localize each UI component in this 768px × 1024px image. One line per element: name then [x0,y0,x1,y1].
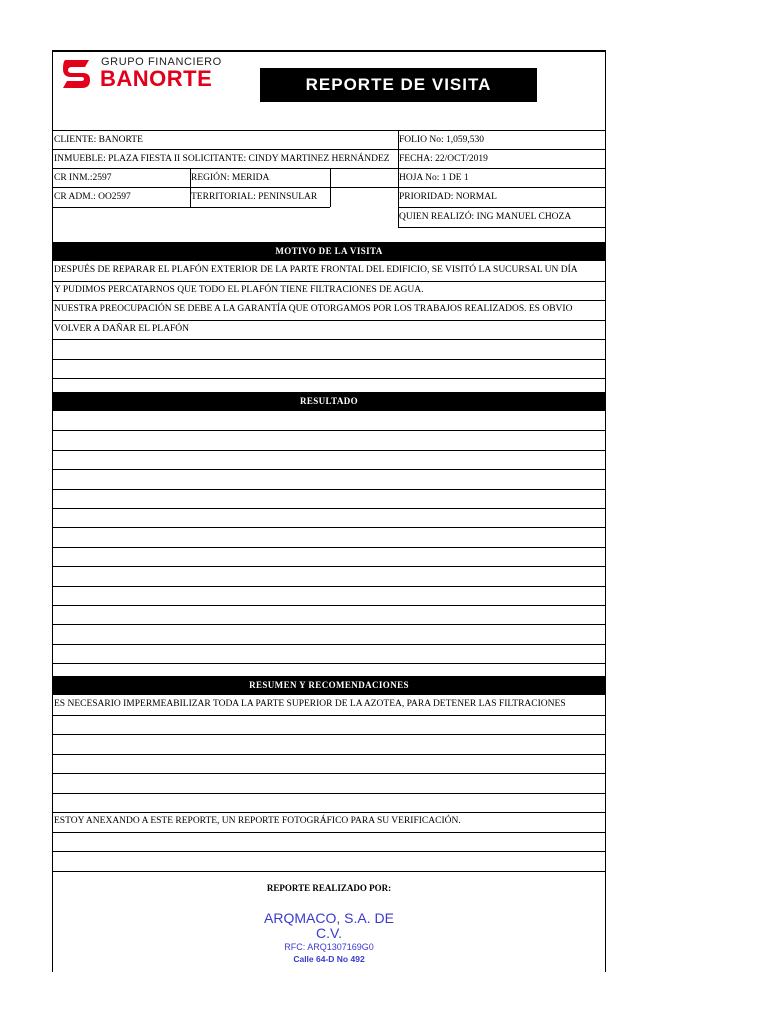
folio-field: FOLIO No: 1,059,530 [398,130,605,150]
banorte-logo-icon [59,56,95,92]
resumen-header: RESUMEN Y RECOMENDACIONES [53,676,605,695]
form-line-rule [53,773,605,774]
form-line-rule [53,754,605,755]
logo-brand-text: BANORTE [100,66,213,91]
grid-divider [330,168,331,207]
form-line-rule [53,430,605,431]
empty-cell [330,187,398,188]
stamp-rfc: RFC: ARQ1307169G0 [284,942,374,952]
cr-adm-field: CR ADM.: OO2597 [53,187,190,207]
form-line: ES NECESARIO IMPERMEABILIZAR TODA LA PARTE SUPERIOR DE LA AZOTEA, PARA DETENER LAS FILTRACIONES [54,699,566,709]
form-line: DESPUÉS DE REPARAR EL PLAFÓN EXTERIOR DE LA PARTE FRONTAL DEL EDIFICIO, SE VISITÓ LA SUCURSAL UN DÍA [54,265,578,275]
territorial-field: TERRITORIAL: PENINSULAR [190,187,330,207]
resultado-header: RESULTADO [53,392,605,411]
form-line-rule [53,644,605,645]
cliente-field: CLIENTE: BANORTE [53,130,398,150]
grid-divider [398,130,399,227]
form-line: NUESTRA PREOCUPACIÓN SE DEBE A LA GARANTÍA QUE OTORGAMOS POR LOS TRABAJOS REALIZADOS. ES OBVIO [54,304,573,314]
form-line-rule [53,663,605,664]
logo-top-text: GRUPO FINANCIERO [101,56,222,68]
stamp-company-line2: C.V. [316,925,342,941]
stamp-address: Calle 64-D No 492 [293,954,365,964]
form-line-rule [53,586,605,587]
stamp-company-line1: ARQMACO, S.A. DE [264,910,394,926]
empty-cell [330,168,398,169]
inmueble-field: INMUEBLE: PLAZA FIESTA II SOLICITANTE: CINDY MARTINEZ HERNÁNDEZ [53,149,398,169]
form-line-rule [53,832,605,833]
form-line-rule [53,469,605,470]
cr-inm-field: CR INM.:2597 [53,168,190,188]
grid-divider [190,168,191,207]
form-line-rule [53,566,605,567]
form-line-rule [53,715,605,716]
grid-rule [53,207,330,208]
report-title: REPORTE DE VISITA [260,68,537,102]
form-line-rule [53,605,605,606]
form-line-rule [53,624,605,625]
form-line-rule [53,489,605,490]
form-line-rule [53,793,605,794]
quien-realizo-field: QUIEN REALIZÓ: ING MANUEL CHOZA [398,207,605,228]
prioridad-field: PRIORIDAD: NORMAL [398,187,605,207]
form-line: VOLVER A DAÑAR EL PLAFÓN [54,323,189,334]
form-line-rule [53,450,605,451]
form-line-rule [53,871,605,872]
form-line-rule [53,508,605,509]
form-line-rule [53,851,605,852]
form-line-rule [53,734,605,735]
motivo-header: MOTIVO DE LA VISITA [53,242,605,261]
hoja-field: HOJA No: 1 DE 1 [398,168,605,188]
form-line: ESTOY ANEXANDO A ESTE REPORTE, UN REPORTE FOTOGRÁFICO PARA SU VERIFICACIÓN. [54,816,461,826]
form-line-rule [53,547,605,548]
form-line: Y PUDIMOS PERCATARNOS QUE TODO EL PLAFÓN TIENE FILTRACIONES DE AGUA. [54,284,424,295]
form-line-rule [53,339,605,340]
form-line-rule [53,359,605,360]
report-sheet [52,50,606,972]
signature-label: REPORTE REALIZADO POR: [266,883,392,893]
form-line-rule [53,378,605,379]
fecha-field: FECHA: 22/OCT/2019 [398,149,605,169]
region-field: REGIÓN: MERIDA [190,168,330,188]
form-line-rule [53,527,605,528]
